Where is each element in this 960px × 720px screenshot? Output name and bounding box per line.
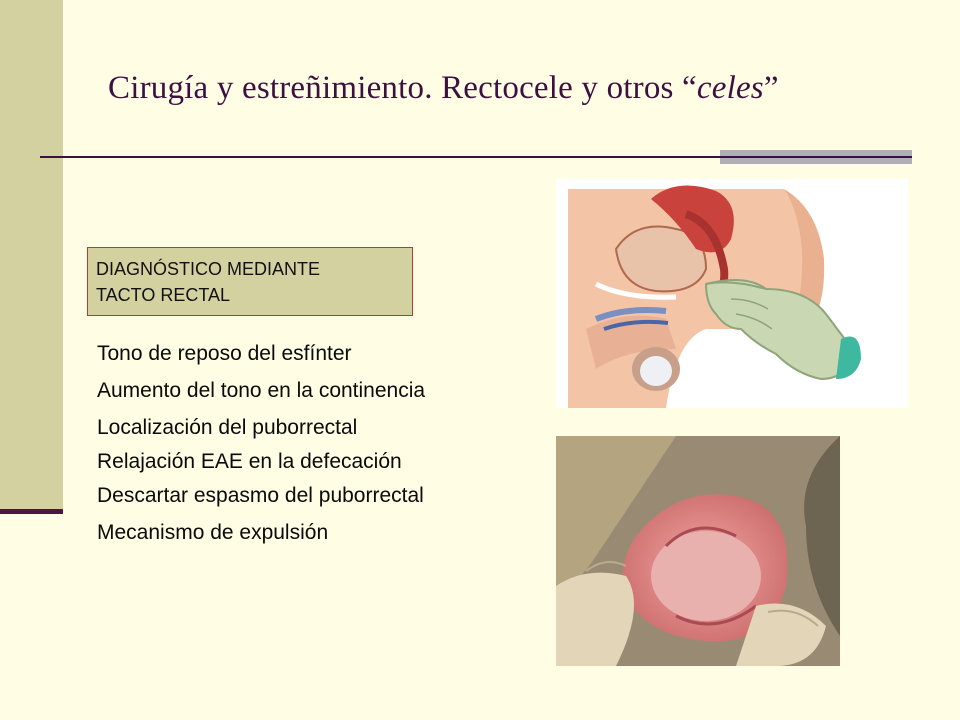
title-main: Cirugía y estreñimiento. Rectocele y otros [108, 70, 683, 106]
clinical-photo-image [556, 436, 840, 666]
finding-item: Descartar espasmo del puborrectal [97, 484, 424, 507]
anatomical-illustration-image [556, 179, 908, 408]
anatomical-illustration-drawing [556, 179, 908, 408]
clinical-photo-drawing [556, 436, 840, 666]
diagnosis-box-line-1: DIAGNÓSTICO MEDIANTE [96, 259, 321, 279]
sidebar-accent-line [0, 509, 63, 514]
finding-item: Localización del puborrectal [97, 416, 358, 439]
finding-item: Mecanismo de expulsión [97, 521, 329, 544]
finding-item: Aumento del tono en la continencia [97, 379, 426, 402]
title-quote-close: ” [763, 70, 779, 106]
finding-item: Relajación EAE en la defecación [97, 450, 402, 473]
finding-item: Tono de reposo del esfínter [97, 342, 352, 365]
findings-list [97, 339, 425, 555]
diagnosis-box-line-2: TACTO RECTAL [96, 285, 231, 305]
title-underline-accent [720, 150, 912, 164]
diagnosis-box [87, 247, 413, 316]
title-quote-open: “ [682, 70, 697, 106]
sidebar-band [0, 0, 63, 510]
title-italic: celes [696, 70, 764, 106]
slide-title [108, 70, 928, 107]
